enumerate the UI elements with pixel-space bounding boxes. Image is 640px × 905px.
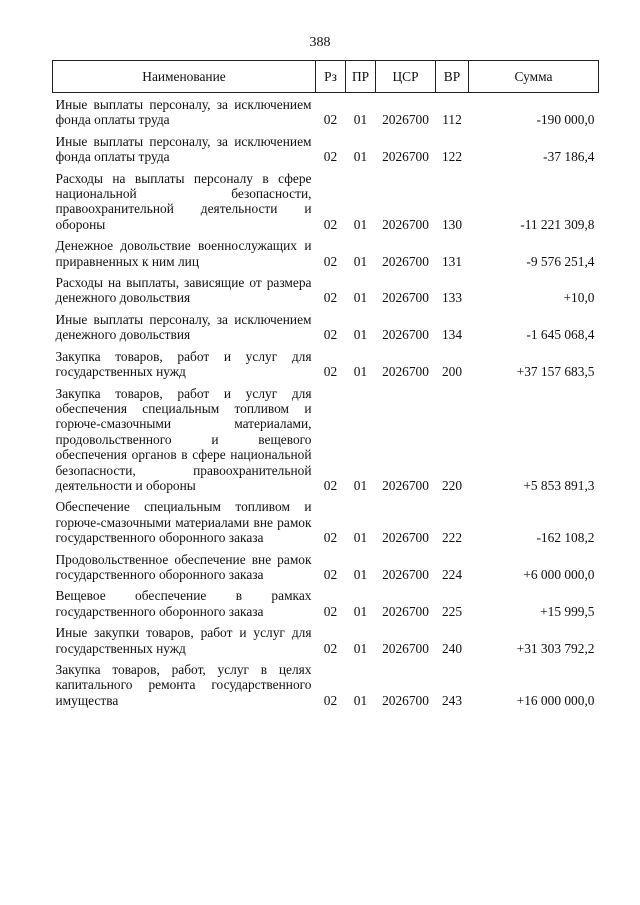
table-row xyxy=(53,584,599,621)
row-rz: 02 xyxy=(323,566,338,582)
row-sum: +16 000 000,0 xyxy=(516,692,595,708)
row-vr: 200 xyxy=(441,364,463,380)
row-name: Иные закупки товаров, работ и услуг для государственных нужд xyxy=(55,625,312,656)
row-pr: 01 xyxy=(353,603,368,619)
row-name: Иные выплаты персоналу, за исключением денежного довольствия xyxy=(55,311,312,343)
row-vr: 225 xyxy=(441,603,463,619)
row-sum: +5 853 891,3 xyxy=(523,477,595,493)
row-rz: 02 xyxy=(323,364,338,380)
header-name: Наименование xyxy=(53,61,316,93)
row-rz: 02 xyxy=(323,112,338,128)
row-sum: +10,0 xyxy=(563,290,595,306)
row-vr: 122 xyxy=(441,149,463,165)
row-csr: 2026700 xyxy=(382,253,429,269)
table-row xyxy=(53,548,599,585)
table-row xyxy=(53,382,599,496)
row-rz: 02 xyxy=(323,327,338,343)
row-vr: 222 xyxy=(441,530,463,546)
row-csr: 2026700 xyxy=(382,327,429,343)
row-pr: 01 xyxy=(353,216,368,232)
row-csr: 2026700 xyxy=(382,149,429,165)
row-pr: 01 xyxy=(353,477,368,493)
row-sum: +37 157 683,5 xyxy=(516,364,595,380)
table-row xyxy=(53,130,599,167)
table-row xyxy=(53,167,599,235)
table-row xyxy=(53,93,599,130)
row-rz: 02 xyxy=(323,530,338,546)
row-name: Закупка товаров, работ и услуг для обеспечения специальным топливом и горюче-смазочными материалами, продовольственного и вещевого обеспечения органов в сфере национальной безопасности, правоохранительной деятельности и обороны xyxy=(55,385,312,493)
row-csr: 2026700 xyxy=(382,112,429,128)
header-csr: ЦСР xyxy=(376,61,436,93)
row-rz: 02 xyxy=(323,692,338,708)
row-pr: 01 xyxy=(353,640,368,656)
row-csr: 2026700 xyxy=(382,216,429,232)
row-vr: 134 xyxy=(441,327,463,343)
row-csr: 2026700 xyxy=(382,640,429,656)
row-sum: -1 645 068,4 xyxy=(526,327,595,343)
row-rz: 02 xyxy=(323,603,338,619)
table-header xyxy=(53,61,599,93)
row-name: Закупка товаров, работ и услуг для государственных нужд xyxy=(55,348,312,380)
row-pr: 01 xyxy=(353,566,368,582)
page-number: 388 xyxy=(309,35,331,50)
row-csr: 2026700 xyxy=(382,290,429,306)
row-rz: 02 xyxy=(323,253,338,269)
row-vr: 240 xyxy=(441,640,463,656)
row-rz: 02 xyxy=(323,149,338,165)
row-sum: -11 221 309,8 xyxy=(520,216,595,232)
table-body xyxy=(53,93,599,711)
row-rz: 02 xyxy=(323,290,338,306)
row-vr: 224 xyxy=(441,566,463,582)
row-csr: 2026700 xyxy=(382,477,429,493)
row-sum: -9 576 251,4 xyxy=(526,253,595,269)
row-rz: 02 xyxy=(323,477,338,493)
row-sum: +15 999,5 xyxy=(540,603,595,619)
row-csr: 2026700 xyxy=(382,566,429,582)
table-row xyxy=(53,495,599,547)
row-rz: 02 xyxy=(323,216,338,232)
table-row xyxy=(53,345,599,382)
row-vr: 133 xyxy=(441,290,463,306)
row-name: Расходы на выплаты персоналу в сфере национальной безопасности, правоохранительной деятельности и обороны xyxy=(55,170,312,232)
header-pr: ПР xyxy=(346,61,376,93)
row-name: Расходы на выплаты, зависящие от размера денежного довольствия xyxy=(55,275,312,306)
table-row xyxy=(53,234,599,271)
row-csr: 2026700 xyxy=(382,692,429,708)
row-pr: 01 xyxy=(353,149,368,165)
row-name: Закупка товаров, работ, услуг в целях капитального ремонта государственного имущества xyxy=(55,662,312,708)
row-name: Продовольственное обеспечение вне рамок государственного оборонного заказа xyxy=(55,551,312,582)
budget-table xyxy=(52,60,599,710)
row-name: Иные выплаты персоналу, за исключением фонда оплаты труда xyxy=(55,133,312,165)
row-sum: -162 108,2 xyxy=(536,530,595,546)
row-sum: -37 186,4 xyxy=(543,149,595,165)
row-pr: 01 xyxy=(353,290,368,306)
row-pr: 01 xyxy=(353,692,368,708)
row-name: Денежное довольствие военнослужащих и приравненных к ним лиц xyxy=(55,238,312,269)
row-vr: 130 xyxy=(441,216,463,232)
header-rz: Рз xyxy=(316,61,346,93)
row-csr: 2026700 xyxy=(382,364,429,380)
header-sum: Сумма xyxy=(469,61,599,93)
row-pr: 01 xyxy=(353,364,368,380)
row-vr: 243 xyxy=(441,692,463,708)
row-pr: 01 xyxy=(353,327,368,343)
header-vr: ВР xyxy=(436,61,469,93)
row-rz: 02 xyxy=(323,640,338,656)
row-sum: +6 000 000,0 xyxy=(523,566,595,582)
row-vr: 131 xyxy=(441,253,463,269)
row-name: Иные выплаты персоналу, за исключением фонда оплаты труда xyxy=(55,97,312,128)
table-row xyxy=(53,658,599,710)
row-vr: 220 xyxy=(441,477,463,493)
table-row xyxy=(53,621,599,658)
row-pr: 01 xyxy=(353,112,368,128)
table-row xyxy=(53,271,599,308)
row-sum: -190 000,0 xyxy=(536,112,595,128)
table-row xyxy=(53,308,599,345)
row-pr: 01 xyxy=(353,253,368,269)
row-csr: 2026700 xyxy=(382,603,429,619)
row-vr: 112 xyxy=(442,112,462,128)
row-sum: +31 303 792,2 xyxy=(516,640,595,656)
row-name: Обеспечение специальным топливом и горюче-смазочными материалами вне рамок государственного оборонного заказа xyxy=(55,499,312,546)
row-csr: 2026700 xyxy=(382,530,429,546)
row-pr: 01 xyxy=(353,530,368,546)
row-name: Вещевое обеспечение в рамках государственного оборонного заказа xyxy=(55,588,312,619)
